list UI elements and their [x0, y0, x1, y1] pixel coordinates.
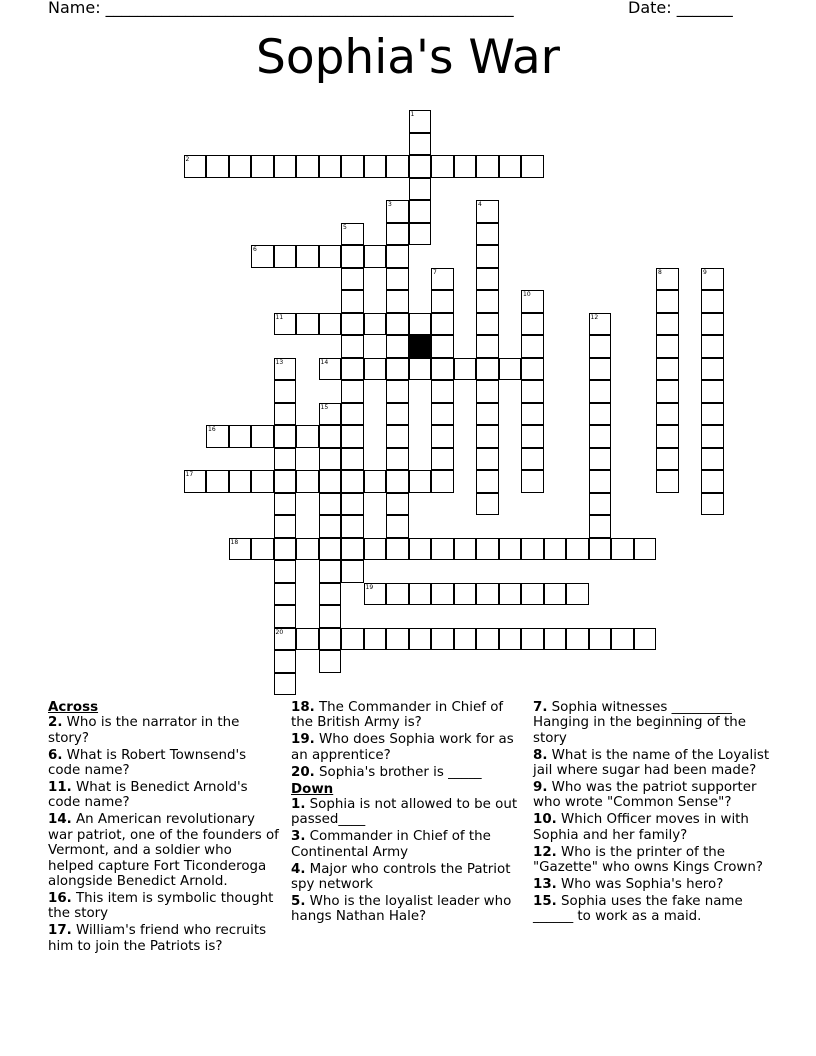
grid-cell[interactable]	[409, 155, 432, 178]
clue-text: Major who controls the Patriot spy network	[291, 861, 511, 892]
clue-number: 13	[275, 358, 284, 366]
grid-cell[interactable]	[319, 493, 342, 516]
clue-number: 5	[343, 223, 347, 231]
grid-cell[interactable]	[319, 650, 342, 673]
grid-cell[interactable]	[386, 200, 409, 223]
grid-cell[interactable]	[701, 268, 724, 291]
grid-cell[interactable]	[566, 628, 589, 651]
clue-number-label: 18.	[291, 700, 315, 715]
grid-cell[interactable]	[476, 313, 499, 336]
clue-item	[291, 797, 519, 828]
grid-cell[interactable]	[521, 290, 544, 313]
grid-cell[interactable]	[319, 605, 342, 628]
grid-cell[interactable]	[274, 245, 297, 268]
grid-cell[interactable]	[701, 470, 724, 493]
grid-cell[interactable]	[251, 155, 274, 178]
grid-cell[interactable]	[341, 515, 364, 538]
grid-cell[interactable]	[521, 403, 544, 426]
grid-cell[interactable]	[656, 380, 679, 403]
clue-column-2	[291, 700, 519, 926]
grid-cell[interactable]	[319, 245, 342, 268]
grid-cell[interactable]	[319, 583, 342, 606]
grid-cell[interactable]	[409, 200, 432, 223]
clue-item	[48, 780, 280, 811]
grid-cell[interactable]	[296, 538, 319, 561]
clue-number: 1	[410, 111, 415, 118]
grid-cell[interactable]	[319, 448, 342, 471]
grid-cell[interactable]	[521, 380, 544, 403]
grid-cell[interactable]	[544, 583, 567, 606]
grid-cell[interactable]	[431, 313, 454, 336]
clue-item	[48, 891, 280, 922]
grid-cell[interactable]	[521, 335, 544, 358]
grid-cell[interactable]	[341, 313, 364, 336]
grid-cell[interactable]	[656, 268, 679, 291]
grid-cell[interactable]	[229, 538, 252, 561]
grid-cell[interactable]	[656, 470, 679, 493]
grid-cell[interactable]	[656, 403, 679, 426]
clue-item	[533, 894, 773, 925]
grid-cell[interactable]	[274, 470, 297, 493]
grid-cell[interactable]	[274, 605, 297, 628]
clue-column-1	[48, 700, 280, 956]
clue-item	[291, 765, 519, 780]
grid-cell[interactable]	[341, 268, 364, 291]
clue-number-label: 6.	[48, 747, 63, 763]
grid-cell[interactable]	[274, 380, 297, 403]
grid-cell[interactable]	[319, 425, 342, 448]
grid-cell[interactable]	[274, 358, 297, 381]
clue-number-label: 16.	[48, 890, 72, 906]
grid-cell[interactable]	[341, 380, 364, 403]
grid-cell[interactable]	[386, 268, 409, 291]
grid-cell[interactable]	[431, 425, 454, 448]
clue-column-3	[533, 700, 773, 926]
grid-cell[interactable]	[544, 538, 567, 561]
grid-cell[interactable]	[476, 223, 499, 246]
grid-cell[interactable]	[386, 245, 409, 268]
grid-cell[interactable]	[319, 628, 342, 651]
clue-number: 3	[388, 201, 392, 208]
clue-number-label: 5.	[291, 893, 306, 909]
grid-cell[interactable]	[409, 110, 432, 133]
clue-item	[48, 923, 280, 954]
clue-number: 17	[185, 471, 194, 478]
grid-cell[interactable]	[656, 335, 679, 358]
name-field-line: Name: ___________________________________________________	[48, 0, 514, 17]
grid-cell[interactable]	[341, 493, 364, 516]
grid-cell[interactable]	[431, 155, 454, 178]
grid-cell[interactable]	[611, 628, 634, 651]
grid-cell[interactable]	[499, 155, 522, 178]
clue-text: What is the name of the Loyalist jail where sugar had been made?	[533, 747, 770, 779]
clue-number: 14	[320, 358, 329, 366]
grid-cell[interactable]	[364, 245, 387, 268]
grid-cell[interactable]	[296, 470, 319, 493]
grid-cell[interactable]	[566, 583, 589, 606]
clue-number: 6	[253, 246, 257, 253]
grid-cell[interactable]	[386, 358, 409, 381]
grid-cell[interactable]	[521, 628, 544, 651]
grid-cell[interactable]	[341, 628, 364, 651]
grid-cell[interactable]	[656, 448, 679, 471]
grid-cell[interactable]	[274, 403, 297, 426]
clue-number: 18	[230, 538, 239, 546]
grid-cell[interactable]	[589, 380, 612, 403]
clue-text: Who was Sophia's hero?	[561, 876, 724, 892]
grid-cell[interactable]	[431, 290, 454, 313]
grid-cell[interactable]	[206, 155, 229, 178]
clue-number: 11	[275, 313, 284, 321]
grid-cell[interactable]	[386, 628, 409, 651]
clue-text: This item is symbolic thought the story	[48, 890, 274, 922]
grid-cell[interactable]	[476, 290, 499, 313]
clue-item	[48, 748, 280, 779]
grid-cell[interactable]	[589, 538, 612, 561]
grid-cell[interactable]	[274, 425, 297, 448]
grid-cell[interactable]	[386, 155, 409, 178]
grid-cell[interactable]	[589, 470, 612, 493]
grid-cell[interactable]	[319, 155, 342, 178]
grid-cell[interactable]	[251, 538, 274, 561]
clue-number: 4	[478, 201, 482, 208]
grid-cell[interactable]	[274, 538, 297, 561]
grid-cell[interactable]	[431, 268, 454, 291]
clue-text: Who does Sophia work for as an apprentice?	[291, 732, 514, 763]
grid-cell[interactable]	[409, 223, 432, 246]
grid-cell[interactable]	[521, 583, 544, 606]
clue-text: Who is the loyalist leader who hangs Nathan Hale?	[291, 893, 512, 925]
clue-item	[533, 812, 773, 843]
grid-cell[interactable]	[386, 448, 409, 471]
grid-cell[interactable]	[454, 538, 477, 561]
grid-cell[interactable]	[386, 335, 409, 358]
grid-cell[interactable]	[341, 538, 364, 561]
grid-black-cell	[409, 335, 432, 358]
grid-cell[interactable]	[476, 268, 499, 291]
grid-cell[interactable]	[184, 155, 207, 178]
grid-cell[interactable]	[454, 628, 477, 651]
grid-cell[interactable]	[319, 515, 342, 538]
grid-cell[interactable]	[701, 380, 724, 403]
grid-cell[interactable]	[589, 628, 612, 651]
grid-cell[interactable]	[431, 470, 454, 493]
grid-cell[interactable]	[476, 155, 499, 178]
grid-cell[interactable]	[476, 335, 499, 358]
grid-cell[interactable]	[409, 470, 432, 493]
clue-text: Who is the narrator in the story?	[48, 715, 240, 746]
clue-number-label: 4.	[291, 861, 306, 877]
clue-number: 8	[658, 268, 662, 276]
clue-text: Sophia's brother is _____	[319, 764, 482, 780]
grid-cell[interactable]	[341, 403, 364, 426]
grid-cell[interactable]	[364, 583, 387, 606]
grid-cell[interactable]	[431, 380, 454, 403]
clue-number-label: 8.	[533, 747, 548, 763]
clue-item	[48, 812, 280, 889]
grid-cell[interactable]	[476, 538, 499, 561]
grid-cell[interactable]	[521, 470, 544, 493]
grid-cell[interactable]	[454, 358, 477, 381]
clue-number: 20	[275, 628, 284, 636]
grid-cell[interactable]	[386, 313, 409, 336]
clue-number-label: 20.	[291, 764, 315, 780]
grid-cell[interactable]	[274, 673, 297, 696]
clue-number: 15	[320, 403, 329, 411]
grid-cell[interactable]	[386, 470, 409, 493]
clue-number-label: 14.	[48, 812, 72, 828]
grid-cell[interactable]	[341, 425, 364, 448]
grid-cell[interactable]	[431, 358, 454, 381]
date-field-line: Date: _______	[628, 0, 733, 17]
grid-cell[interactable]	[386, 493, 409, 516]
clue-number: 2	[185, 156, 190, 163]
clue-text: Commander in Chief of the Continental Army	[291, 829, 491, 860]
grid-cell[interactable]	[409, 628, 432, 651]
clue-text: Who was the patriot supporter who wrote "Common Sense"?	[533, 780, 757, 811]
clue-item	[48, 715, 280, 746]
grid-cell[interactable]	[184, 470, 207, 493]
grid-cell[interactable]	[431, 403, 454, 426]
grid-cell[interactable]	[206, 425, 229, 448]
grid-cell[interactable]	[364, 628, 387, 651]
grid-cell[interactable]	[206, 470, 229, 493]
grid-cell[interactable]	[386, 380, 409, 403]
grid-cell[interactable]	[274, 493, 297, 516]
grid-cell[interactable]	[409, 178, 432, 201]
grid-cell[interactable]	[701, 493, 724, 516]
clue-text: What is Benedict Arnold's code name?	[48, 780, 248, 811]
clue-item	[291, 732, 519, 763]
clue-number: 7	[433, 268, 437, 276]
clue-number: 10	[523, 291, 531, 298]
grid-cell[interactable]	[296, 245, 319, 268]
grid-cell[interactable]	[431, 448, 454, 471]
grid-cell[interactable]	[319, 358, 342, 381]
grid-cell[interactable]	[251, 470, 274, 493]
grid-cell[interactable]	[296, 425, 319, 448]
grid-cell[interactable]	[409, 358, 432, 381]
grid-cell[interactable]	[701, 335, 724, 358]
clue-number: 16	[208, 426, 216, 433]
clue-number-label: 12.	[533, 844, 557, 860]
grid-cell[interactable]	[274, 628, 297, 651]
clue-text: Which Officer moves in with Sophia and her family?	[533, 812, 749, 843]
grid-cell[interactable]	[521, 313, 544, 336]
grid-cell[interactable]	[386, 290, 409, 313]
grid-cell[interactable]	[589, 493, 612, 516]
grid-cell[interactable]	[319, 470, 342, 493]
grid-cell[interactable]	[656, 290, 679, 313]
clue-item	[533, 780, 773, 811]
grid-cell[interactable]	[274, 583, 297, 606]
clue-item	[533, 877, 773, 892]
grid-cell[interactable]	[386, 583, 409, 606]
grid-cell[interactable]	[589, 358, 612, 381]
grid-cell[interactable]	[521, 448, 544, 471]
grid-cell[interactable]	[409, 583, 432, 606]
across-heading: Across	[48, 700, 99, 715]
grid-cell[interactable]	[454, 155, 477, 178]
grid-cell[interactable]	[386, 515, 409, 538]
clue-number-label: 1.	[291, 796, 306, 812]
grid-cell[interactable]	[364, 470, 387, 493]
clue-text: Sophia uses the fake name ______ to work as a maid.	[533, 893, 743, 925]
grid-cell[interactable]	[229, 425, 252, 448]
grid-cell[interactable]	[476, 358, 499, 381]
grid-cell[interactable]	[341, 560, 364, 583]
grid-cell[interactable]	[476, 425, 499, 448]
clue-number-label: 11.	[48, 780, 72, 796]
clue-text: William's friend who recruits him to join the Patriots is?	[48, 923, 267, 954]
grid-cell[interactable]	[341, 358, 364, 381]
grid-cell[interactable]	[431, 335, 454, 358]
clue-text: An American revolutionary war patriot, one of the founders of Vermont, and a soldier who helped capture Fort Ticonderoga alongside Benedict Arnold.	[48, 812, 279, 889]
grid-cell[interactable]	[566, 538, 589, 561]
clue-number-label: 13.	[533, 876, 557, 892]
grid-cell[interactable]	[589, 403, 612, 426]
grid-cell[interactable]	[476, 200, 499, 223]
grid-cell[interactable]	[701, 448, 724, 471]
grid-cell[interactable]	[634, 628, 657, 651]
grid-cell[interactable]	[341, 290, 364, 313]
grid-cell[interactable]	[476, 583, 499, 606]
grid-cell[interactable]	[274, 448, 297, 471]
grid-cell[interactable]	[499, 538, 522, 561]
grid-cell[interactable]	[701, 290, 724, 313]
grid-cell[interactable]	[476, 493, 499, 516]
clue-number-label: 3.	[291, 829, 306, 845]
grid-cell[interactable]	[386, 223, 409, 246]
grid-cell[interactable]	[386, 403, 409, 426]
grid-cell[interactable]	[499, 628, 522, 651]
grid-cell[interactable]	[476, 245, 499, 268]
clue-item	[291, 894, 519, 925]
clue-number-label: 2.	[48, 715, 63, 731]
clue-number: 19	[365, 583, 374, 591]
grid-cell[interactable]	[341, 335, 364, 358]
clue-number: 12	[590, 313, 599, 321]
grid-cell[interactable]	[341, 155, 364, 178]
grid-cell[interactable]	[589, 335, 612, 358]
grid-cell[interactable]	[319, 560, 342, 583]
grid-cell[interactable]	[656, 425, 679, 448]
clue-item	[533, 700, 773, 746]
page-title: Sophia's War	[255, 30, 560, 85]
clue-number-label: 17.	[48, 923, 72, 939]
grid-cell[interactable]	[319, 403, 342, 426]
grid-cell[interactable]	[274, 515, 297, 538]
clue-number-label: 15.	[533, 893, 557, 909]
grid-cell[interactable]	[431, 583, 454, 606]
grid-cell[interactable]	[319, 313, 342, 336]
clue-number-label: 19.	[291, 732, 315, 748]
grid-cell[interactable]	[364, 358, 387, 381]
clue-number: 9	[703, 268, 707, 276]
grid-cell[interactable]	[476, 628, 499, 651]
grid-cell[interactable]	[274, 560, 297, 583]
down-heading: Down	[291, 781, 334, 797]
grid-cell[interactable]	[701, 425, 724, 448]
grid-cell[interactable]	[296, 628, 319, 651]
grid-cell[interactable]	[431, 538, 454, 561]
grid-cell[interactable]	[251, 245, 274, 268]
grid-cell[interactable]	[431, 628, 454, 651]
clue-number-label: 7.	[533, 700, 548, 715]
grid-cell[interactable]	[499, 358, 522, 381]
grid-cell[interactable]	[274, 313, 297, 336]
grid-cell[interactable]	[364, 155, 387, 178]
grid-cell[interactable]	[521, 358, 544, 381]
clue-number-label: 9.	[533, 780, 548, 796]
clue-number-label: 10.	[533, 812, 557, 828]
grid-cell[interactable]	[476, 448, 499, 471]
grid-cell[interactable]	[364, 313, 387, 336]
clue-item	[533, 748, 773, 779]
grid-cell[interactable]	[499, 583, 522, 606]
grid-cell[interactable]	[274, 650, 297, 673]
clue-text: The Commander in Chief of the British Army is?	[291, 700, 504, 731]
grid-cell[interactable]	[229, 155, 252, 178]
grid-cell[interactable]	[251, 425, 274, 448]
grid-cell[interactable]	[341, 448, 364, 471]
clue-text: Sophia is not allowed to be out passed____	[291, 796, 518, 828]
grid-cell[interactable]	[589, 425, 612, 448]
grid-cell[interactable]	[476, 470, 499, 493]
grid-cell[interactable]	[476, 380, 499, 403]
grid-cell[interactable]	[296, 155, 319, 178]
grid-cell[interactable]	[589, 313, 612, 336]
grid-cell[interactable]	[634, 538, 657, 561]
clue-text: Sophia witnesses _________ Hanging in the beginning of the story	[533, 700, 746, 746]
grid-cell[interactable]	[521, 538, 544, 561]
clue-item	[291, 862, 519, 893]
grid-cell[interactable]	[319, 538, 342, 561]
grid-cell[interactable]	[701, 313, 724, 336]
clue-text: What is Robert Townsend's code name?	[48, 747, 247, 779]
grid-cell[interactable]	[386, 538, 409, 561]
grid-cell[interactable]	[454, 583, 477, 606]
grid-cell[interactable]	[521, 155, 544, 178]
grid-cell[interactable]	[701, 358, 724, 381]
grid-cell[interactable]	[701, 403, 724, 426]
grid-cell[interactable]	[229, 470, 252, 493]
grid-cell[interactable]	[409, 313, 432, 336]
grid-cell[interactable]	[611, 538, 634, 561]
grid-cell[interactable]	[544, 628, 567, 651]
grid-cell[interactable]	[589, 448, 612, 471]
clue-item	[533, 845, 773, 876]
grid-cell[interactable]	[274, 155, 297, 178]
grid-cell[interactable]	[409, 538, 432, 561]
grid-cell[interactable]	[296, 313, 319, 336]
grid-cell[interactable]	[409, 133, 432, 156]
clue-item	[291, 700, 519, 731]
grid-cell[interactable]	[341, 223, 364, 246]
grid-cell[interactable]	[476, 403, 499, 426]
grid-cell[interactable]	[656, 358, 679, 381]
grid-cell[interactable]	[364, 538, 387, 561]
grid-cell[interactable]	[656, 313, 679, 336]
grid-cell[interactable]	[521, 425, 544, 448]
clue-item	[291, 829, 519, 860]
clue-text: Who is the printer of the "Gazette" who owns Kings Crown?	[533, 844, 763, 876]
grid-cell[interactable]	[341, 470, 364, 493]
grid-cell[interactable]	[386, 425, 409, 448]
grid-cell[interactable]	[341, 245, 364, 268]
grid-cell[interactable]	[589, 515, 612, 538]
